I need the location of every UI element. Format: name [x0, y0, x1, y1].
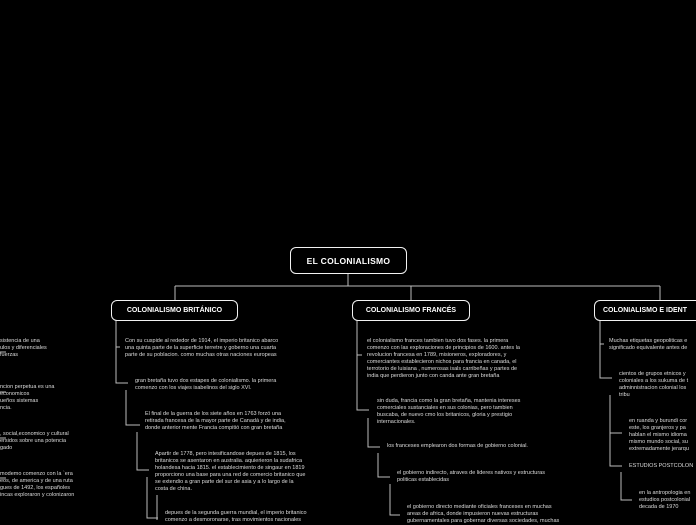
- text-line: mismo mundo social, su: [629, 438, 688, 445]
- topic-text[interactable]: [165, 510, 307, 524]
- topic-text[interactable]: [155, 451, 305, 492]
- text-line: fuerzas: [0, 351, 19, 358]
- text-line: tribu: [619, 391, 630, 398]
- text-line: comenzo a desmoronarse, tras movimientos nacionales: [165, 516, 302, 523]
- topic-text[interactable]: [639, 490, 690, 511]
- text-line: depues de la segunda guerra mundial, el imperio britanico: [165, 510, 307, 516]
- topic-text[interactable]: [397, 470, 545, 484]
- topic-text[interactable]: [0, 338, 47, 359]
- text-line: internacionales.: [377, 418, 416, 425]
- text-line: britanicos se asentaron en australia. aquierieron la sudafrica: [155, 457, 303, 464]
- topic-text[interactable]: [0, 384, 54, 412]
- text-line: en ruanda y burundi cor: [629, 418, 688, 424]
- text-line: El final de la guerra de los siete años en 1763 forzó una: [145, 411, 282, 417]
- text-line: holandesa hacia 1815. el establecimiento de singaur en 1819: [155, 464, 305, 471]
- text-line: gado: [0, 444, 13, 451]
- text-line: este, los granjeros y pa: [629, 424, 686, 431]
- text-line: politicas establecidas: [397, 476, 449, 483]
- text-line: los franceses emplearon dos formas de gobierno colonial.: [387, 443, 528, 449]
- text-line: comenzo con las exploraciones de principios de 1600. antes la: [367, 344, 520, 351]
- text-line: adminnistracion colonial los: [619, 384, 687, 391]
- text-line: costa de china.: [155, 485, 192, 492]
- text-line: ersidos sobre una potencia: [0, 437, 67, 444]
- text-line: se extendio a gran parte del sur de asia y a lo largo de la: [155, 478, 294, 485]
- text-line: terrotorio de luisiana , numerosas isals carribeñas y partes de: [367, 365, 518, 372]
- text-line: decada de 1970: [639, 503, 679, 510]
- root-node[interactable]: [290, 247, 407, 274]
- branch-title: COLONIALISMO BRITÁNICO: [126, 307, 223, 314]
- topic-text[interactable]: [629, 418, 689, 453]
- text-line: significado equivalente antes de: [609, 344, 688, 351]
- text-line: modemo comenzo con la `era: [0, 471, 73, 477]
- text-line: extremadamente jerarqu: [629, 445, 689, 452]
- text-line: gran bretaña tuvo dos estapes de colonialismo. la primera: [135, 378, 277, 384]
- text-line: ESTUDIOS POSTCOLON: [629, 463, 694, 469]
- topic-text[interactable]: [387, 443, 528, 450]
- branch-title: COLONIALISMO FRANCÉS: [365, 307, 457, 314]
- text-line: proporciono una base para una red de comercio britanico que: [155, 471, 306, 478]
- text-line: revolucion francesa en 1789, misioneros, exploradores, y: [367, 351, 507, 358]
- branch-node-french[interactable]: [352, 300, 470, 321]
- text-line: en la antropologia en: [639, 490, 691, 496]
- topic-text[interactable]: [367, 338, 520, 379]
- text-line: el colonialismo frances tambien tuvo dos fases. la primera: [367, 338, 509, 344]
- text-line: hablan el mismo idioma: [629, 431, 687, 438]
- text-line: sin duda, francia como la gran bretaña, mantenia intereses: [377, 398, 521, 404]
- text-line: cientos de grupos etnicos y: [619, 371, 686, 377]
- topic-text[interactable]: [135, 378, 276, 392]
- text-line: Con su cuspide al rededor de 1914, el imperio britanico abarco: [125, 338, 279, 344]
- text-line: parte de su poblacion. como muchas otras naciones europeas: [125, 351, 277, 358]
- text-line: gubernamentales para gobernar diversas sociedades, muchas: [407, 517, 560, 524]
- text-line: Muchas etiquetas geopoliticas e: [609, 338, 688, 344]
- root-title: EL COLONIALISMO: [306, 255, 391, 266]
- topic-text[interactable]: [407, 504, 559, 525]
- text-line: una quinta parte de la superficie terretre y goberno una cuarta: [125, 344, 277, 351]
- topic-text[interactable]: [609, 338, 687, 352]
- text-line: eos, de america y de una ruta: [0, 477, 73, 484]
- text-line: comerciales sustanciales en sus colonias, pero tambien: [377, 404, 513, 411]
- topic-text[interactable]: [629, 463, 693, 470]
- text-line: el gobierno directo mediante oficiales franceses en muchas: [407, 504, 552, 510]
- text-line: ncia.: [0, 404, 12, 411]
- text-line: ncion perpetua es una: [0, 384, 55, 390]
- text-line: gues de 1492, los españoles: [0, 484, 71, 491]
- branch-title: COLONIALISMO E IDENT: [603, 307, 687, 314]
- text-line: incas exploraron y colonizaron: [0, 491, 75, 498]
- text-line: buscaba, de nuevo cmo los britanicos, gloria y prestigio: [377, 411, 513, 418]
- text-line: india que perdieron junto con canda ante gran bretaña: [367, 372, 500, 379]
- text-line: coloniales a los sukuma de t: [619, 377, 689, 384]
- text-line: economicos: [0, 390, 30, 397]
- text-line: areas de africa, donde impusieron nuevas estructuras: [407, 510, 539, 517]
- text-line: Apartir de 1778, pero intesificandose depues de 1815, los: [155, 451, 296, 457]
- text-line: ueños sistemas: [0, 397, 39, 404]
- topic-text[interactable]: [377, 398, 520, 426]
- topic-text[interactable]: [125, 338, 278, 359]
- branch-node-british[interactable]: [111, 300, 238, 321]
- text-line: el gobierno indirecto, atraves de lideres nativos y estructuras: [397, 470, 545, 476]
- text-line: donde anterior mente Francia compitió con gran bretaña: [145, 424, 283, 431]
- text-line: ulos y diferenciales: [0, 344, 47, 351]
- text-line: comerciantes establecieron nichos para francia en canada, el: [367, 358, 517, 365]
- topic-text[interactable]: [0, 471, 74, 499]
- branch-node-identity[interactable]: [594, 300, 696, 321]
- text-line: retirada francesa de la mayor parte de Canadá y de india,: [145, 417, 286, 424]
- text-line: , social,economico y cultural: [0, 431, 69, 437]
- topic-text[interactable]: [0, 431, 69, 452]
- text-line: sistencia de una: [0, 338, 40, 344]
- topic-text[interactable]: [145, 411, 286, 432]
- text-line: estudios postcolonial: [639, 496, 691, 503]
- topic-text[interactable]: [619, 371, 688, 399]
- text-line: comenzo con los viajes isabelinos del siglo XVI.: [135, 384, 252, 391]
